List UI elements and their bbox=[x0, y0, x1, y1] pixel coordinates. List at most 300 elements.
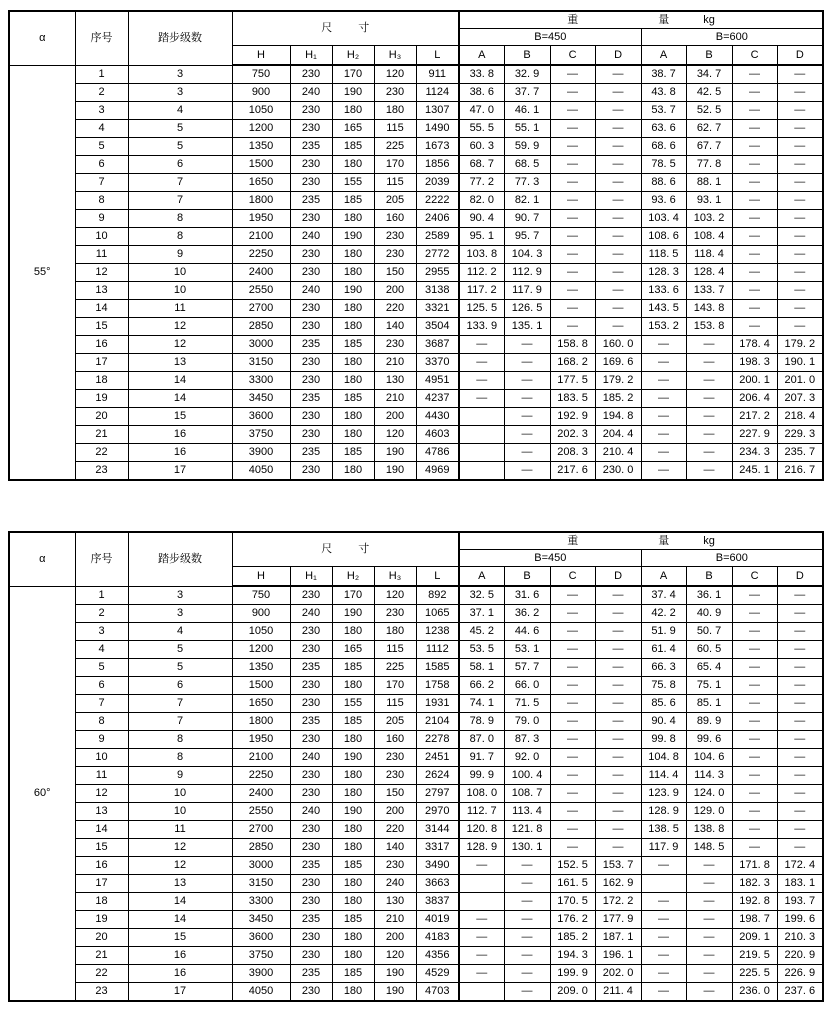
cell: — bbox=[595, 120, 641, 138]
cell: 43. 8 bbox=[641, 84, 686, 102]
cell: 235 bbox=[290, 192, 332, 210]
cell: — bbox=[550, 138, 595, 156]
cell: — bbox=[732, 156, 777, 174]
table-row bbox=[9, 264, 823, 282]
table-body bbox=[9, 65, 823, 480]
cell: 230 bbox=[290, 641, 332, 659]
cell: 1238 bbox=[416, 623, 459, 641]
cell: — bbox=[777, 318, 823, 336]
cell: — bbox=[504, 462, 550, 481]
cell: — bbox=[641, 462, 686, 481]
cell: 209. 1 bbox=[732, 929, 777, 947]
cell: — bbox=[550, 300, 595, 318]
cell: — bbox=[595, 821, 641, 839]
table-header bbox=[9, 11, 823, 65]
cell: — bbox=[777, 749, 823, 767]
cell: 2624 bbox=[416, 767, 459, 785]
weight-title-char2: 量 bbox=[658, 13, 670, 26]
cell: 108. 4 bbox=[686, 228, 732, 246]
cell: 205 bbox=[374, 713, 416, 731]
cell: 37. 1 bbox=[459, 605, 504, 623]
col-header-b600-A: A bbox=[641, 46, 686, 66]
cell: — bbox=[459, 929, 504, 947]
cell: — bbox=[641, 336, 686, 354]
cell: 235 bbox=[290, 390, 332, 408]
alpha-value: 55° bbox=[9, 65, 75, 480]
cell: 1800 bbox=[232, 713, 290, 731]
cell: 4 bbox=[75, 120, 128, 138]
cell: 230 bbox=[290, 264, 332, 282]
cell: 128. 4 bbox=[686, 264, 732, 282]
cell: 82. 1 bbox=[504, 192, 550, 210]
table-row bbox=[9, 983, 823, 1002]
cell: — bbox=[732, 174, 777, 192]
cell: — bbox=[732, 731, 777, 749]
cell: — bbox=[686, 462, 732, 481]
cell: 60. 3 bbox=[459, 138, 504, 156]
cell: 2400 bbox=[232, 785, 290, 803]
cell: 4430 bbox=[416, 408, 459, 426]
cell: 3 bbox=[75, 102, 128, 120]
cell: 100. 4 bbox=[504, 767, 550, 785]
spec-table-55 bbox=[8, 10, 824, 481]
cell: 33. 8 bbox=[459, 65, 504, 84]
cell: — bbox=[595, 695, 641, 713]
cell: 34. 7 bbox=[686, 65, 732, 84]
weight-title-char1: 重 bbox=[567, 13, 579, 26]
cell: 130 bbox=[374, 893, 416, 911]
cell bbox=[459, 408, 504, 426]
cell: 4 bbox=[128, 102, 232, 120]
table-row bbox=[9, 390, 823, 408]
cell: — bbox=[595, 713, 641, 731]
cell: — bbox=[595, 192, 641, 210]
cell: — bbox=[550, 803, 595, 821]
cell: 11 bbox=[75, 246, 128, 264]
cell: 202. 3 bbox=[550, 426, 595, 444]
cell: — bbox=[595, 318, 641, 336]
col-header-b450-B: B bbox=[504, 46, 550, 66]
weight-unit: kg bbox=[703, 13, 715, 26]
cell: 140 bbox=[374, 318, 416, 336]
cell: — bbox=[504, 893, 550, 911]
cell: — bbox=[595, 605, 641, 623]
cell: 180 bbox=[332, 156, 374, 174]
cell: 2550 bbox=[232, 282, 290, 300]
cell: 198. 7 bbox=[732, 911, 777, 929]
cell: 1856 bbox=[416, 156, 459, 174]
cell: 185 bbox=[332, 336, 374, 354]
cell: 230 bbox=[290, 300, 332, 318]
cell: — bbox=[595, 731, 641, 749]
cell: 1307 bbox=[416, 102, 459, 120]
cell: 3000 bbox=[232, 857, 290, 875]
cell: — bbox=[732, 839, 777, 857]
cell: 158. 8 bbox=[550, 336, 595, 354]
table-row bbox=[9, 749, 823, 767]
cell: 185 bbox=[332, 138, 374, 156]
cell: 1 bbox=[75, 65, 128, 84]
cell: — bbox=[504, 929, 550, 947]
cell: — bbox=[550, 641, 595, 659]
cell: 77. 3 bbox=[504, 174, 550, 192]
cell: 3600 bbox=[232, 929, 290, 947]
cell: 118. 4 bbox=[686, 246, 732, 264]
dim-title-char1: 尺 bbox=[321, 543, 333, 556]
cell: — bbox=[459, 965, 504, 983]
cell: 230 bbox=[290, 875, 332, 893]
cell: 108. 7 bbox=[504, 785, 550, 803]
cell: — bbox=[550, 767, 595, 785]
cell: — bbox=[686, 893, 732, 911]
cell: — bbox=[732, 586, 777, 605]
col-header-index: 序号 bbox=[75, 532, 128, 586]
cell: 3300 bbox=[232, 893, 290, 911]
cell: — bbox=[459, 336, 504, 354]
cell: 230 bbox=[290, 929, 332, 947]
cell: 1500 bbox=[232, 677, 290, 695]
cell: 3900 bbox=[232, 444, 290, 462]
cell: 180 bbox=[332, 875, 374, 893]
cell: 75. 8 bbox=[641, 677, 686, 695]
col-group-weight bbox=[459, 11, 823, 29]
table-row bbox=[9, 929, 823, 947]
cell: 190 bbox=[374, 983, 416, 1002]
cell: 192. 9 bbox=[550, 408, 595, 426]
cell: — bbox=[504, 965, 550, 983]
cell: 12 bbox=[128, 336, 232, 354]
cell: — bbox=[504, 911, 550, 929]
cell: 95. 7 bbox=[504, 228, 550, 246]
cell: 2550 bbox=[232, 803, 290, 821]
cell: 185 bbox=[332, 192, 374, 210]
cell: — bbox=[777, 156, 823, 174]
cell: 3 bbox=[75, 623, 128, 641]
cell: — bbox=[732, 695, 777, 713]
cell: 3 bbox=[128, 586, 232, 605]
cell: — bbox=[732, 282, 777, 300]
cell: — bbox=[686, 426, 732, 444]
cell: 1673 bbox=[416, 138, 459, 156]
cell: — bbox=[550, 586, 595, 605]
cell: — bbox=[504, 336, 550, 354]
cell: 143. 8 bbox=[686, 300, 732, 318]
cell: — bbox=[504, 444, 550, 462]
cell: 227. 9 bbox=[732, 426, 777, 444]
cell: 1500 bbox=[232, 156, 290, 174]
cell: — bbox=[732, 318, 777, 336]
cell: 1200 bbox=[232, 120, 290, 138]
cell: — bbox=[686, 390, 732, 408]
cell: 3150 bbox=[232, 875, 290, 893]
cell: 177. 9 bbox=[595, 911, 641, 929]
cell: — bbox=[550, 156, 595, 174]
cell: 3370 bbox=[416, 354, 459, 372]
cell: 230 bbox=[374, 228, 416, 246]
cell: — bbox=[777, 300, 823, 318]
cell: 204. 4 bbox=[595, 426, 641, 444]
cell: 93. 6 bbox=[641, 192, 686, 210]
cell: — bbox=[777, 246, 823, 264]
cell: 176. 2 bbox=[550, 911, 595, 929]
cell: 180 bbox=[374, 623, 416, 641]
cell: 143. 5 bbox=[641, 300, 686, 318]
cell: 138. 8 bbox=[686, 821, 732, 839]
cell: — bbox=[777, 695, 823, 713]
cell: 1 bbox=[75, 586, 128, 605]
cell: 230 bbox=[374, 749, 416, 767]
cell: 230 bbox=[290, 767, 332, 785]
cell: 240 bbox=[290, 84, 332, 102]
cell: 1065 bbox=[416, 605, 459, 623]
cell: 66. 2 bbox=[459, 677, 504, 695]
cell: 162. 9 bbox=[595, 875, 641, 893]
table-row bbox=[9, 911, 823, 929]
col-group-b450: B=450 bbox=[459, 29, 641, 46]
cell: 180 bbox=[374, 102, 416, 120]
cell: — bbox=[504, 857, 550, 875]
cell: — bbox=[777, 174, 823, 192]
cell: 4 bbox=[75, 641, 128, 659]
cell: — bbox=[550, 102, 595, 120]
cell: — bbox=[459, 911, 504, 929]
cell: — bbox=[777, 102, 823, 120]
cell: 230. 0 bbox=[595, 462, 641, 481]
cell: 153. 7 bbox=[595, 857, 641, 875]
cell: 170 bbox=[374, 677, 416, 695]
cell: — bbox=[732, 120, 777, 138]
cell: 113. 4 bbox=[504, 803, 550, 821]
cell: 198. 3 bbox=[732, 354, 777, 372]
cell: 200 bbox=[374, 408, 416, 426]
cell: 235 bbox=[290, 857, 332, 875]
cell: 123. 9 bbox=[641, 785, 686, 803]
cell: 115 bbox=[374, 120, 416, 138]
cell: 14 bbox=[128, 893, 232, 911]
cell: 185 bbox=[332, 390, 374, 408]
cell: 230 bbox=[374, 767, 416, 785]
cell: 62. 7 bbox=[686, 120, 732, 138]
cell: — bbox=[732, 767, 777, 785]
cell: — bbox=[641, 983, 686, 1002]
cell: — bbox=[732, 264, 777, 282]
cell: — bbox=[732, 228, 777, 246]
cell: — bbox=[732, 623, 777, 641]
cell: 114. 3 bbox=[686, 767, 732, 785]
cell: 13 bbox=[128, 875, 232, 893]
col-header-b450-A: A bbox=[459, 567, 504, 587]
cell: 230 bbox=[290, 318, 332, 336]
cell: 14 bbox=[128, 372, 232, 390]
table-row bbox=[9, 444, 823, 462]
cell: 5 bbox=[128, 659, 232, 677]
cell: 99. 8 bbox=[641, 731, 686, 749]
cell: 180 bbox=[332, 300, 374, 318]
cell: — bbox=[732, 803, 777, 821]
cell: — bbox=[777, 731, 823, 749]
cell: 194. 8 bbox=[595, 408, 641, 426]
cell: 205 bbox=[374, 192, 416, 210]
cell: — bbox=[550, 120, 595, 138]
cell: 2700 bbox=[232, 300, 290, 318]
cell: — bbox=[732, 785, 777, 803]
cell: 160. 0 bbox=[595, 336, 641, 354]
cell: 99. 6 bbox=[686, 731, 732, 749]
cell: 1050 bbox=[232, 623, 290, 641]
cell: 892 bbox=[416, 586, 459, 605]
cell: 230 bbox=[290, 354, 332, 372]
cell: 170 bbox=[332, 65, 374, 84]
cell: 230 bbox=[374, 246, 416, 264]
cell: 112. 7 bbox=[459, 803, 504, 821]
cell: — bbox=[595, 210, 641, 228]
cell: 87. 0 bbox=[459, 731, 504, 749]
cell: 3900 bbox=[232, 965, 290, 983]
table-row bbox=[9, 462, 823, 481]
cell: — bbox=[504, 408, 550, 426]
cell: 120. 8 bbox=[459, 821, 504, 839]
table-body bbox=[9, 586, 823, 1001]
cell: 4951 bbox=[416, 372, 459, 390]
cell: — bbox=[595, 749, 641, 767]
cell: — bbox=[550, 246, 595, 264]
cell: — bbox=[777, 586, 823, 605]
cell: 4050 bbox=[232, 462, 290, 481]
cell: 4786 bbox=[416, 444, 459, 462]
cell: 225 bbox=[374, 659, 416, 677]
table-row bbox=[9, 408, 823, 426]
cell: 202. 0 bbox=[595, 965, 641, 983]
cell: 230 bbox=[374, 84, 416, 102]
cell bbox=[459, 444, 504, 462]
cell: — bbox=[459, 947, 504, 965]
cell: 18 bbox=[75, 372, 128, 390]
cell: 148. 5 bbox=[686, 839, 732, 857]
cell: 133. 7 bbox=[686, 282, 732, 300]
cell: 235 bbox=[290, 336, 332, 354]
col-header-b600-D: D bbox=[777, 567, 823, 587]
cell: 240 bbox=[290, 605, 332, 623]
cell: 5 bbox=[128, 120, 232, 138]
cell: 112. 2 bbox=[459, 264, 504, 282]
cell: 4050 bbox=[232, 983, 290, 1002]
cell: 220 bbox=[374, 300, 416, 318]
cell: 230 bbox=[290, 983, 332, 1002]
cell: 185 bbox=[332, 444, 374, 462]
spec-table-60 bbox=[8, 531, 824, 1002]
cell: — bbox=[550, 713, 595, 731]
cell: 185 bbox=[332, 911, 374, 929]
cell: 47. 0 bbox=[459, 102, 504, 120]
cell: 153. 8 bbox=[686, 318, 732, 336]
cell: 230 bbox=[290, 821, 332, 839]
cell: 190. 1 bbox=[777, 354, 823, 372]
cell: 230 bbox=[374, 336, 416, 354]
cell: — bbox=[550, 695, 595, 713]
cell: 230 bbox=[290, 426, 332, 444]
table-row bbox=[9, 893, 823, 911]
col-header-H: H bbox=[232, 46, 290, 66]
cell: 3 bbox=[128, 605, 232, 623]
cell: — bbox=[732, 677, 777, 695]
alpha-value: 60° bbox=[9, 586, 75, 1001]
col-header-b600-C: C bbox=[732, 46, 777, 66]
cell: — bbox=[550, 65, 595, 84]
cell: 3317 bbox=[416, 839, 459, 857]
cell: 9 bbox=[75, 731, 128, 749]
cell: — bbox=[550, 659, 595, 677]
cell: 90. 4 bbox=[459, 210, 504, 228]
cell: 180 bbox=[332, 821, 374, 839]
cell: 5 bbox=[128, 138, 232, 156]
cell: 209. 0 bbox=[550, 983, 595, 1002]
cell: — bbox=[777, 65, 823, 84]
cell: 185 bbox=[332, 659, 374, 677]
cell: — bbox=[595, 839, 641, 857]
table-row bbox=[9, 354, 823, 372]
cell: 3687 bbox=[416, 336, 459, 354]
table-row bbox=[9, 605, 823, 623]
table-row bbox=[9, 713, 823, 731]
cell: 130 bbox=[374, 372, 416, 390]
cell: 9 bbox=[75, 210, 128, 228]
cell: 13 bbox=[75, 803, 128, 821]
cell: 130. 1 bbox=[504, 839, 550, 857]
cell: 210 bbox=[374, 390, 416, 408]
col-header-H1: H₁ bbox=[290, 567, 332, 587]
cell: 90. 7 bbox=[504, 210, 550, 228]
cell: 8 bbox=[128, 731, 232, 749]
cell: 89. 9 bbox=[686, 713, 732, 731]
cell: 10 bbox=[75, 749, 128, 767]
cell: 4529 bbox=[416, 965, 459, 983]
cell: 17 bbox=[128, 462, 232, 481]
cell: 104. 3 bbox=[504, 246, 550, 264]
cell: 12 bbox=[75, 264, 128, 282]
cell: 193. 7 bbox=[777, 893, 823, 911]
cell: 42. 2 bbox=[641, 605, 686, 623]
cell: — bbox=[550, 821, 595, 839]
cell: 16 bbox=[128, 444, 232, 462]
cell: 51. 9 bbox=[641, 623, 686, 641]
table-row bbox=[9, 659, 823, 677]
cell: 172. 2 bbox=[595, 893, 641, 911]
table-row bbox=[9, 695, 823, 713]
cell: 1650 bbox=[232, 174, 290, 192]
table-row bbox=[9, 228, 823, 246]
cell: 179. 2 bbox=[777, 336, 823, 354]
cell: 3837 bbox=[416, 893, 459, 911]
table-row bbox=[9, 965, 823, 983]
cell bbox=[459, 893, 504, 911]
cell: 52. 5 bbox=[686, 102, 732, 120]
cell: 150 bbox=[374, 264, 416, 282]
col-group-b450: B=450 bbox=[459, 550, 641, 567]
table-row bbox=[9, 875, 823, 893]
cell: 37. 4 bbox=[641, 586, 686, 605]
cell: 5 bbox=[75, 659, 128, 677]
dim-title-char2: 寸 bbox=[358, 22, 370, 35]
cell: 135. 1 bbox=[504, 318, 550, 336]
cell: 104. 6 bbox=[686, 749, 732, 767]
table-row bbox=[9, 300, 823, 318]
cell: 194. 3 bbox=[550, 947, 595, 965]
cell: — bbox=[641, 857, 686, 875]
cell: — bbox=[686, 354, 732, 372]
table-row bbox=[9, 426, 823, 444]
cell: 13 bbox=[75, 282, 128, 300]
cell: 18 bbox=[75, 893, 128, 911]
